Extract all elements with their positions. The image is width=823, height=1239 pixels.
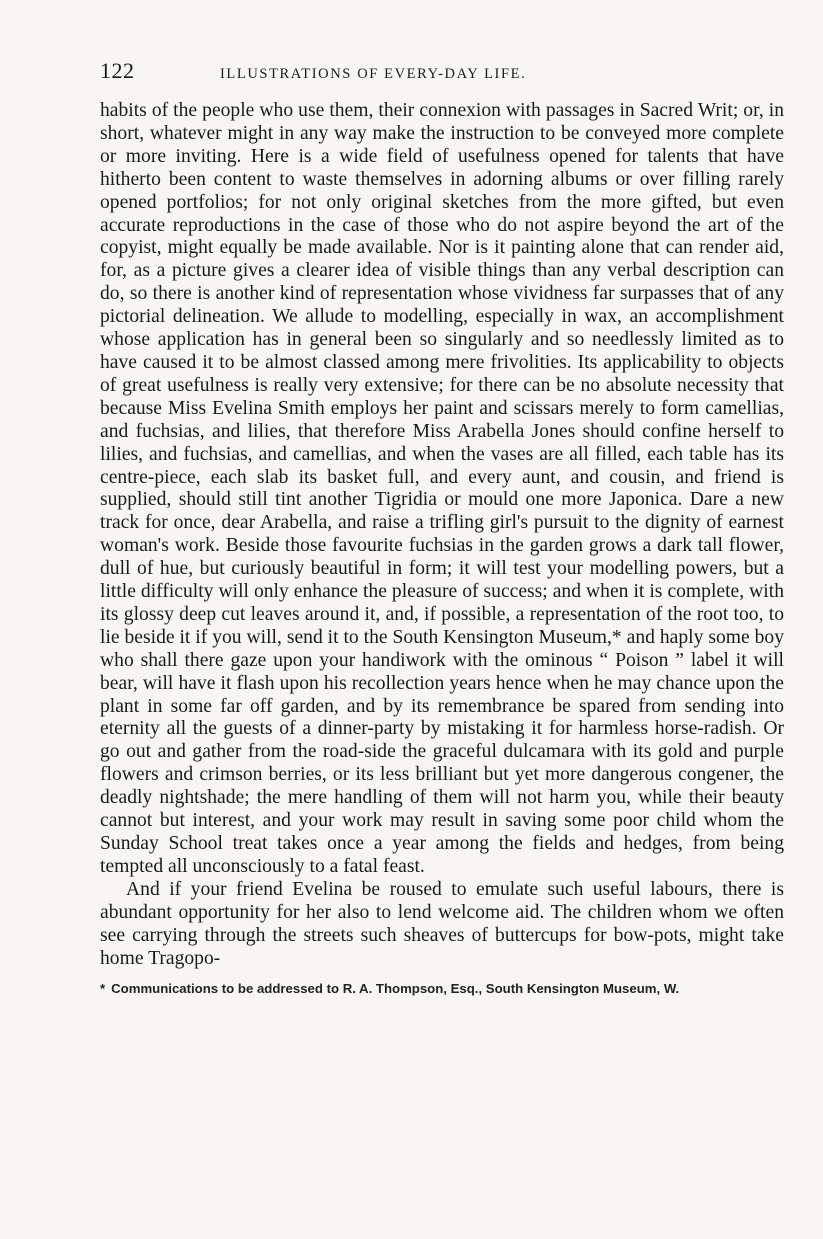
footnote — [100, 980, 784, 998]
body-text — [100, 100, 784, 970]
page-number: 122 — [100, 58, 135, 83]
footnote-text: Communications to be addressed to R. A. Thompson, Esq., South Kensington Museum, W. — [111, 981, 680, 997]
paragraph-2: And if your friend Evelina be roused to emulate such useful labours, there is abundant opportunity for her also to lend welcome aid. The children whom we often see carrying through the streets such sheaves of buttercups for bow-pots, might take home Tragopo- — [100, 878, 784, 969]
running-title: ILLUSTRATIONS OF EVERY-DAY LIFE. — [220, 66, 527, 82]
footnote-marker: * — [100, 981, 106, 997]
paragraph-1: habits of the people who use them, their connexion with passages in Sacred Writ; or, in short, whatever might in any way make the instruction to be conveyed more complete or more inviting. Here is a wide field of usefulness opened for talents that have hitherto been content to waste themselves in adorning albums or over filling rarely opened portfolios; for not only original sketches from the more gifted, but even accurate reproductions in the case of those who do not aspire beyond the art of the copyist, might equally be made available. Nor is it painting alone that can render aid, for, as a picture gives a clearer idea of visible things than any verbal description can do, so there is another kind of representation whose vividness far surpasses that of any pictorial delineation. We allude to modelling, especially in wax, an accomplishment whose application has in general been so singularly and so needlessly limited as to have caused it to be almost classed among mere frivolities. Its applicability to objects of great usefulness is really very extensive; for there can be no absolute necessity that because Miss Evelina Smith employs her paint and scissars merely to form camellias, and fuchsias, and lilies, that therefore Miss Arabella Jones should confine herself to lilies, and fuchsias, and camellias, and when the vases are all filled, each table has its centre-piece, each slab its basket full, and every aunt, and cousin, and friend is supplied, should still tint another Tigridia or mould one more Japonica. Dare a new track for once, dear Arabella, and raise a trifling girl's pursuit to the dignity of earnest woman's work. Beside those favourite fuchsias in the garden grows a dark tall flower, dull of hue, but curiously beautiful in form; it will test your modelling powers, but a little difficulty will only enhance the pleasure of success; and when it is complete, with its glossy deep cut leaves around it, and, if possible, a representation of the root too, to lie beside it if you will, send it to the South Kensington Museum,* and haply some boy who shall there gaze upon your handiwork with the ominous “ Poison ” label it will bear, will have it flash upon his recollection years hence when he may chance upon the plant in some far off garden, and by its remembrance be spared from sending into eternity all the guests of a dinner-party by mistaking it for harmless horse-radish. Or go out and gather from the road-side the graceful dulcamara with its gold and purple flowers and crimson berries, or its less brilliant but yet more dangerous congener, the deadly nightshade; the mere handling of them will not harm you, while their beauty cannot but interest, and your work may result in saving some poor child whom the Sunday School treat takes once a year among the fields and hedges, from being tempted all unconsciously to a fatal feast. — [100, 100, 784, 877]
running-head — [100, 58, 784, 88]
book-page — [100, 58, 784, 998]
